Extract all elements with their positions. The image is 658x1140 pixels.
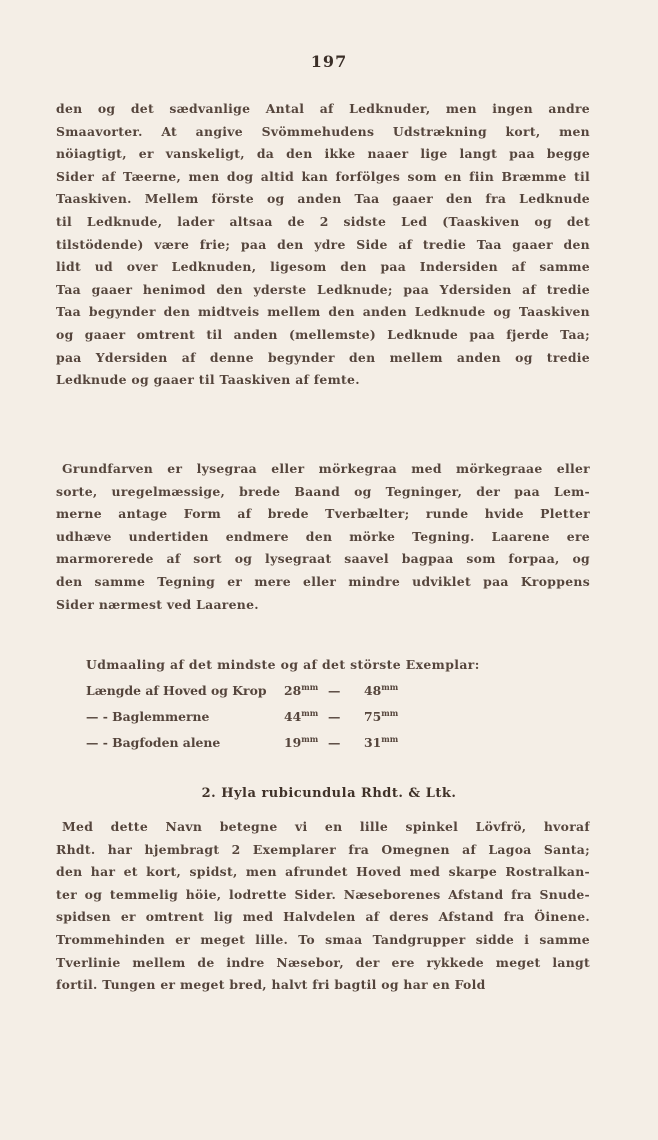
text-line: paa Ydersiden af denne begynder den mellem anden og tredie [56,349,590,365]
paragraph-grundfarve [56,458,590,616]
measurement-label: Længde af Hoved og Krop [86,683,267,698]
text-line: fortil. Tungen er meget bred, halvt fri bagtil og har en Fold [56,977,486,993]
text-line: til Ledknude, lader altsaa de 2 sidste Led (Taaskiven og det [56,213,590,229]
text-line: Smaavorter. At angive Svömmehudens Udstrækning kort, men [56,123,590,139]
text-line: Tverlinie mellem de indre Næsebor, der ere rykkede meget langt [56,954,590,970]
paragraph-hyla-rubicundula [56,816,590,997]
text-line: Sider af Tæerne, men dog altid kan forfölges som en fiin Bræmme til [56,168,590,184]
text-line: spidsen er omtrent lig med Halvdelen af deres Afstand fra Öinene. [56,909,590,925]
measurement-max: $75^{mm}$ [364,707,399,724]
text-line: Trommehinden er meget lille. To smaa Tandgrupper sidde i samme [56,931,590,947]
text-line: Ledknude og gaaer til Taaskiven af femte. [56,372,360,388]
text-line: den samme Tegning er mere eller mindre udviklet paa Kroppens [56,573,590,589]
text-line: den har et kort, spidst, men afrundet Hoved med skarpe Rostralkan- [56,864,590,880]
text-line: sorte, uregelmæssige, brede Baand og Tegninger, der paa Lem- [56,483,590,499]
text-line: udhæve undertiden endmere den mörke Tegning. Laarene ere [56,528,590,544]
text-line: Taaskiven. Mellem förste og anden Taa gaaer den fra Ledknude [56,191,590,207]
measurement-min: $19^{mm}$ [284,733,319,750]
measurement-label: — - Baglemmerne [86,709,210,724]
paragraph-svoemmehud [56,98,590,392]
text-line: og gaaer omtrent til anden (mellemste) Ledknude paa fjerde Taa; [56,326,590,342]
text-line: Sider nærmest ved Laarene. [56,596,259,612]
text-line: marmorerede af sort og lysegraat saavel bagpaa som forpaa, og [56,551,590,567]
measurement-table [56,652,590,756]
text-line: nöiagtigt, er vanskeligt, da den ikke naaer lige langt paa begge [56,146,590,162]
species-heading: 2. Hyla rubicundula Rhdt. & Ltk. [201,786,457,801]
measurement-title: Udmaaling af det mindste og af det störste Exemplar: [86,657,480,672]
text-line: Rhdt. har hjembragt 2 Exemplarer fra Omegnen af Lagoa Santa; [56,841,590,857]
text-line: merne antage Form af brede Tverbælter; runde hvide Pletter [56,506,590,522]
text-line: Grundfarven er lysegraa eller mörkegraa med mörkegraae eller [62,461,590,476]
measurement-max: $31^{mm}$ [364,733,399,750]
text-line: lidt ud over Ledknuden, ligesom den paa Indersiden af samme [56,259,590,275]
text-line: Med dette Navn betegne vi en lille spinkel Lövfrö, hvoraf [62,819,590,834]
text-line: Taa gaaer henimod den yderste Ledknude; paa Ydersiden af tredie [56,281,590,297]
measurement-label: — - Bagfoden alene [86,735,221,750]
measurement-row [56,704,590,730]
measurement-max: $48^{mm}$ [364,681,399,698]
measurement-row [56,730,590,756]
measurement-separator: — [328,709,341,724]
measurement-separator: — [328,735,341,750]
page-number: 197 [310,52,348,71]
text-line: ter og temmelig höie, lodrette Sider. Næseborenes Afstand fra Snude- [56,886,590,902]
measurement-separator: — [328,683,341,698]
measurement-min: $44^{mm}$ [284,707,319,724]
measurement-min: $28^{mm}$ [284,681,319,698]
text-line: Taa begynder den midtveis mellem den anden Ledknude og Taaskiven [56,304,590,320]
measurement-row [56,678,590,704]
text-line: tilstödende) være frie; paa den ydre Side af tredie Taa gaaer den [56,236,590,252]
text-line: den og det sædvanlige Antal af Ledknuder, men ingen andre [56,101,590,116]
